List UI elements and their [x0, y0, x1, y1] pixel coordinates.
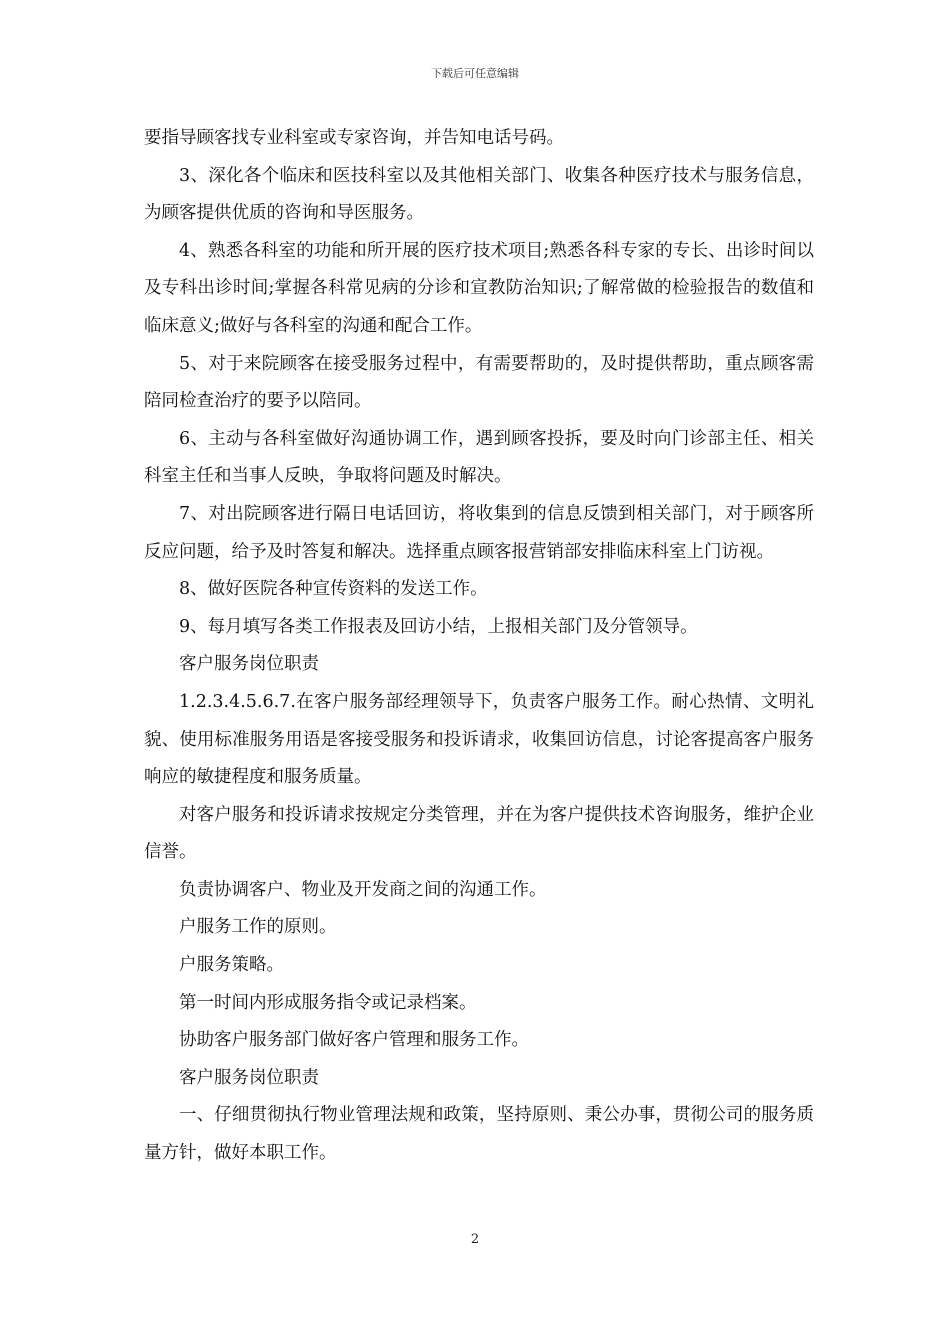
- paragraph: 6、主动与各科室做好沟通协调工作，遇到顾客投拆，要及时向门诊部主任、相关科室主任和当事人反映，争取将问题及时解决。: [144, 428, 814, 487]
- paragraph: 1.2.3.4.5.6.7.在客户服务部经理领导下，负责客户服务工作。耐心热情、文明礼貌、使用标准服务用语是客接受服务和投诉请求，收集回访信息，讨论客提高客户服务响应的敏捷程度和服务质量。: [144, 691, 814, 788]
- paragraph: 4、熟悉各科室的功能和所开展的医疗技术项目;熟悉各科专家的专长、出诊时间以及专科出诊时间;掌握各科常见病的分诊和宣教防治知识;了解常做的检验报告的数值和临床意义;做好与各科室的沟通和配合工作。: [144, 240, 814, 336]
- section-heading: 客户服务岗位职责: [179, 1067, 319, 1088]
- paragraph: 要指导顾客找专业科室或专家咨询，并告知电话号码。: [144, 128, 564, 148]
- section-heading: 客户服务岗位职责: [179, 654, 319, 675]
- paragraph: 第一时间内形成服务指令或记录档案。: [179, 992, 477, 1013]
- paragraph: 3、深化各个临床和医技科室以及其他相关部门、收集各种医疗技术与服务信息，为顾客提供优质的咨询和导医服务。: [144, 165, 814, 224]
- paragraph: 9、每月填写各类工作报表及回访小结，上报相关部门及分管领导。: [179, 616, 698, 637]
- paragraph: 负责协调客户、物业及开发商之间的沟通工作。: [179, 879, 547, 900]
- paragraph: 对客户服务和投诉请求按规定分类管理，并在为客户提供技术咨询服务，维护企业信誉。: [144, 804, 814, 863]
- paragraph: 户服务策略。: [179, 955, 284, 976]
- paragraph: 5、对于来院顾客在接受服务过程中，有需要帮助的，及时提供帮助，重点顾客需陪同检查治疗的要予以陪同。: [144, 353, 814, 412]
- paragraph: 一、仔细贯彻执行物业管理法规和政策，坚持原则、秉公办事，贯彻公司的服务质量方针，做好本职工作。: [144, 1105, 814, 1164]
- paragraph: 户服务工作的原则。: [179, 917, 337, 938]
- document-body: [144, 120, 814, 1173]
- paragraph: 协助客户服务部门做好客户管理和服务工作。: [179, 1030, 529, 1051]
- page-number: 2: [470, 1232, 480, 1247]
- page-header: 下载后可任意编辑: [431, 67, 519, 80]
- paragraph: 7、对出院顾客进行隔日电话回访，将收集到的信息反馈到相关部门，对于顾客所反应问题，给予及时答复和解决。选择重点顾客报营销部安排临床科室上门访视。: [144, 503, 814, 562]
- paragraph: 8、做好医院各种宣传资料的发送工作。: [179, 579, 488, 600]
